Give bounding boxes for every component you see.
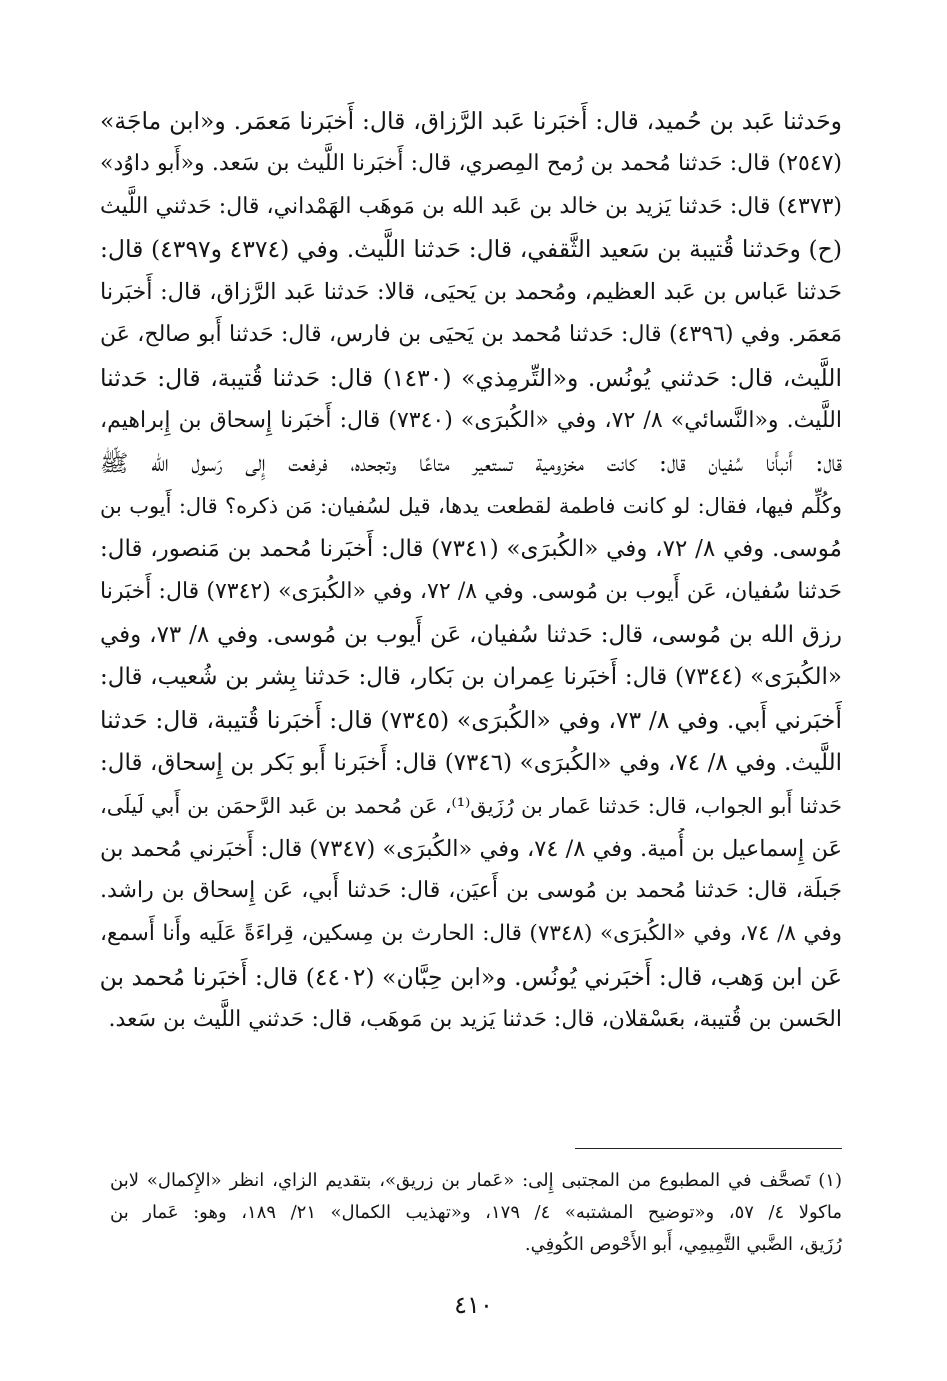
text-line: «الكُبرَى» (٧٣٤٤) قال: أَخبَرنا عِمران بن بَكار، قال: حَدثنا بِشر بن شُعيب، قال:: [100, 664, 842, 691]
page-number: ٤١٠: [454, 1291, 493, 1319]
text-line: وكُلِّم فيها، فقال: لو كانت فاطمة لقطعت يدها، قيل لسُفيان: مَن ذكره؟ قال: أَيوب بن: [100, 494, 842, 519]
text-line: الحَسن بن قُتيبة، بعَسْقلان، قال: حَدثنا يَزيد بن مَوهَب، قال: حَدثني اللَّيث بن سَعد.: [108, 1006, 842, 1032]
footnote-line: رُزَيق، الضَّبي التَّمِيمِي، أَبو الأَحْوص الكُوفِي.: [524, 1234, 842, 1255]
footnote-divider: [575, 1148, 842, 1149]
text-line: حَدثنا عَباس بن عَبد العظيم، ومُحمد بن يَحيَى، قالا: حَدثنا عَبد الرَّزاق، قال: أَخبَرنا: [100, 279, 842, 306]
text-line: (٢٥٤٧) قال: حَدثنا مُحمد بن رُمح المِصري، قال: أَخبَرنا اللَّيث بن سَعد. و«أَبو داوُد»: [100, 150, 842, 176]
text-line: مُوسى. وفي ٨/ ٧٢، وفي «الكُبرَى» (٧٣٤١) قال: أَخبَرنا مُحمد بن مَنصور، قال:: [100, 535, 842, 562]
footnote-line: (١) تَصحَّف في المطبوع من المجتبى إِلى: «عَمار بن زريق»، بتقديم الزاي، انظر «الإِكمال» لابن: [110, 1170, 842, 1191]
footnote-block: [110, 1165, 842, 1261]
text-line: حَدثنا أَبو الجواب، قال: حَدثنا عَمار بن رُزَيق⁽¹⁾، عَن مُحمد بن عَبد الرَّحمَن بن أَبي لَيلَى،: [100, 793, 842, 818]
footnote-line: ماكولا ٤/ ٥٧، و«توضيح المشتبه» ٤/ ١٧٩، و«تهذيب الكمال» ٢١/ ١٨٩، وهو: عَمار بن: [110, 1202, 842, 1223]
text-line: قال: أَنبأَنا سُفيان قال: كانت مخزومية تستعير متاعًا وتجحده، فرفعت إِلى رَسول الله ﷺ: [100, 449, 842, 478]
text-line: اللَّيث. و«النَّسائي» ٨/ ٧٢، وفي «الكُبرَى» (٧٣٤٠) قال: أَخبَرنا إِسحاق بن إِبراهيم،: [100, 407, 842, 433]
text-line: (ح) وحَدثنا قُتيبة بن سَعيد الثَّقفي، قال: حَدثنا اللَّيث. وفي (٤٣٧٤ و٤٣٩٧) قال:: [100, 235, 842, 264]
main-text-block: [100, 100, 842, 1042]
text-line: وفي ٨/ ٧٤، وفي «الكُبرَى» (٧٣٤٨) قال: الحارث بن مِسكين، قِراءَةً عَلَيه وأَنا أَسمع،: [100, 921, 842, 947]
text-line: وحَدثنا عَبد بن حُميد، قال: أَخبَرنا عَبد الرَّزاق، قال: أَخبَرنا مَعمَر. و«ابن ماجَة»: [100, 107, 842, 135]
text-line: حَدثنا سُفيان، عَن أَيوب بن مُوسى. وفي ٨/ ٧٢، وفي «الكُبرَى» (٧٣٤٢) قال: أَخبَرنا: [100, 578, 842, 604]
text-line: أَخبَرني أَبي. وفي ٨/ ٧٣، وفي «الكُبرَى» (٧٣٤٥) قال: أَخبَرنا قُتيبة، قال: حَدثنا: [100, 706, 842, 735]
text-line: عَن ابن وَهب، قال: أَخبَرني يُونُس. و«ابن حِبَّان» (٤٤٠٢) قال: أَخبَرنا مُحمد بن: [100, 962, 842, 991]
text-line: اللَّيث، قال: حَدثني يُونُس. و«التِّرمِذي» (١٤٣٠) قال: حَدثنا قُتيبة، قال: حَدثنا: [100, 363, 842, 392]
text-line: جَبلَة، قال: حَدثنا مُحمد بن مُوسى بن أَعيَن، قال: حَدثنا أَبي، عَن إِسحاق بن راشد.: [100, 878, 842, 904]
text-line: رزق الله بن مُوسى، قال: حَدثنا سُفيان، عَن أَيوب بن مُوسى. وفي ٨/ ٧٣، وفي: [100, 621, 842, 648]
text-line: اللَّيث. وفي ٨/ ٧٤، وفي «الكُبرَى» (٧٣٤٦) قال: أَخبَرنا أَبو بَكر بن إِسحاق، قال:: [100, 749, 842, 776]
text-line: عَن إِسماعيل بن أُمية. وفي ٨/ ٧٤، وفي «الكُبرَى» (٧٣٤٧) قال: أَخبَرني مُحمد بن: [100, 835, 842, 862]
text-line: (٤٣٧٣) قال: حَدثنا يَزيد بن خالد بن عَبد الله بن مَوهَب الهَمْداني، قال: حَدثني اللَّيث: [100, 193, 842, 219]
text-line: مَعمَر. وفي (٤٣٩٦) قال: حَدثنا مُحمد بن يَحيَى بن فارس، قال: حَدثنا أَبو صالح، عَن: [100, 321, 842, 347]
